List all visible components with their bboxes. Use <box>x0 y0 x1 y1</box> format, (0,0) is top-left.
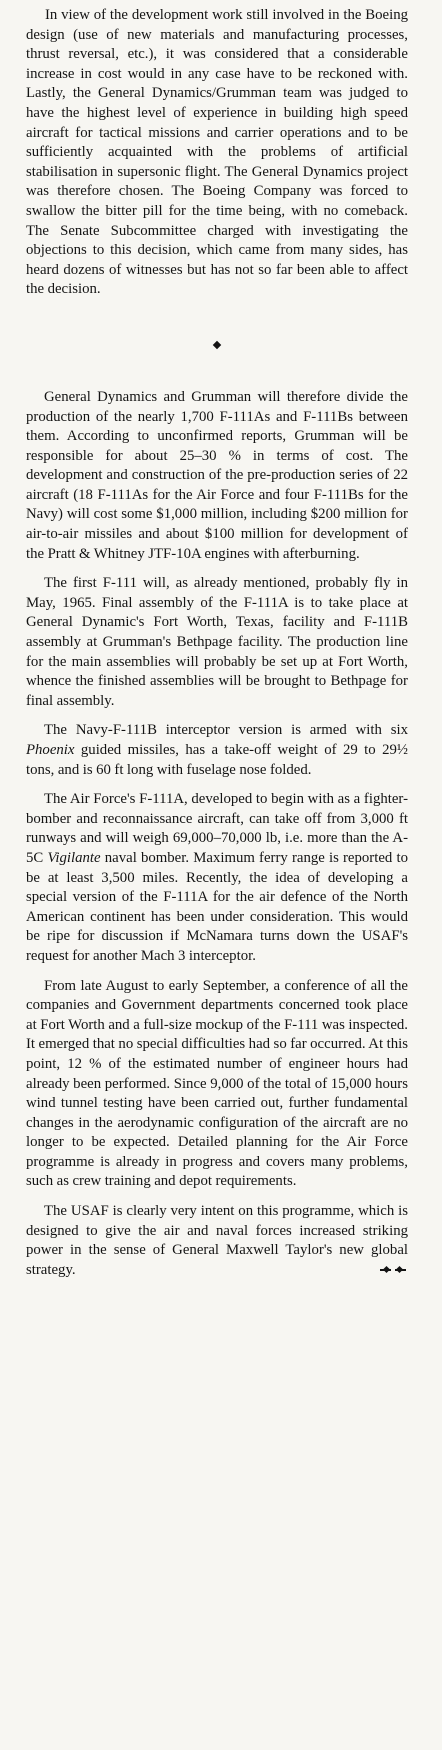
p4-text-a: The Navy-F-111B interceptor version is armed with six <box>44 722 408 739</box>
p4-text-b: guided missiles, has a take-off weight of 29 to 29½ tons, and is 60 ft long with fuselage nose folded. <box>26 742 408 778</box>
paragraph-boeing-decision: In view of the development work still involved in the Boeing design (use of new materials and manufacturing processes, thrust reversal, etc.), it was considered that a considerable increase in cost would in any case have to be reckoned with. Lastly, the General Dynamics/Grumman team was judged to have the highest level of experience in building high speed aircraft for tactical missions and carrier operations and to be sufficiently acquainted with the problems of artificial stabilisation in supersonic flight. The General Dynamics project was therefore chosen. The Boeing Company was forced to swallow the bitter pill for the time being, with no comeback. The Senate Subcommittee charged with investigating the objections to this decision, which came from many sides, has heard dozens of witnesses but has not so far been able to affect the decision. <box>26 7 408 298</box>
article-page <box>26 6 408 1280</box>
paragraph-fort-worth-conference: From late August to early September, a conference of all the companies and Government departments concerned took place at Fort Worth and a full-size mockup of the F-111 was inspected. It emerged that no special difficulties had so far occurred. At this point, 12 % of the estimated number of engineer hours had already been performed. Since 9,000 of the total of 15,000 hours wind tunnel testing have been carried out, further fundamental changes in the aerodynamic configuration of the aircraft are no longer to be expected. Detailed planning for the Air Force programme is already in progress and covers many problems, such as crew training and depot requirements. <box>26 977 408 1190</box>
separator-dot-icon <box>213 341 221 349</box>
paragraph-usaf-intent: The USAF is clearly very intent on this programme, which is designed to give the air and naval forces increased striking power in the sense of General Maxwell Taylor's new global strategy. <box>26 1203 408 1278</box>
p5-text-b: naval bomber. Maximum ferry range is reported to be at least 3,500 miles. Recently, the idea of developing a special version of the F-111A for the air defence of the North American continent has been under consideration. This would be ripe for discussion if McNamara turns down the USAF's request for another Mach 3 interceptor. <box>26 849 408 964</box>
section-separator <box>26 300 408 388</box>
paragraph-production-split: General Dynamics and Grumman will therefore divide the production of the nearly 1,700 F-111As and F-111Bs between them. According to unconfirmed reports, Grumman will be responsible for about 25–30 % in terms of cost. The development and construction of the pre-production series of 22 aircraft (18 F-111As for the Air Force and four F-111Bs for the Navy) will cost some $1,000 million, including $200 million for air-to-air missiles and about $100 million for development of the Pratt & Whitney JTF-10A engines with afterburning. <box>26 388 408 562</box>
vigilante-bomber-name: Vigilante <box>47 849 101 866</box>
closing-paragraph-wrap <box>26 1202 408 1280</box>
paragraph-navy-f111b <box>26 721 408 780</box>
phoenix-missile-name: Phoenix <box>26 742 75 758</box>
end-of-article-icon <box>380 1266 406 1274</box>
paragraph-first-flight: The first F-111 will, as already mentioned, probably fly in May, 1965. Final assembly of the F-111A is to take place at General Dynamic's Fort Worth, Texas, facility and F-111B assembly at Grumman's Bethpage facility. The production line for the main assemblies will probably be set up at Fort Worth, whence the finished assemblies will be brought to Bethpage for final assembly. <box>26 575 408 709</box>
paragraph-air-force-f111a <box>26 790 408 966</box>
p5-text-a: The Air Force's F-111A, developed to begin with as a fighter-bomber and reconnaissance aircraft, can take off from 3,000 ft runways and will weigh 69,000–70,000 lb, i.e. more than the A-5C <box>26 791 408 866</box>
